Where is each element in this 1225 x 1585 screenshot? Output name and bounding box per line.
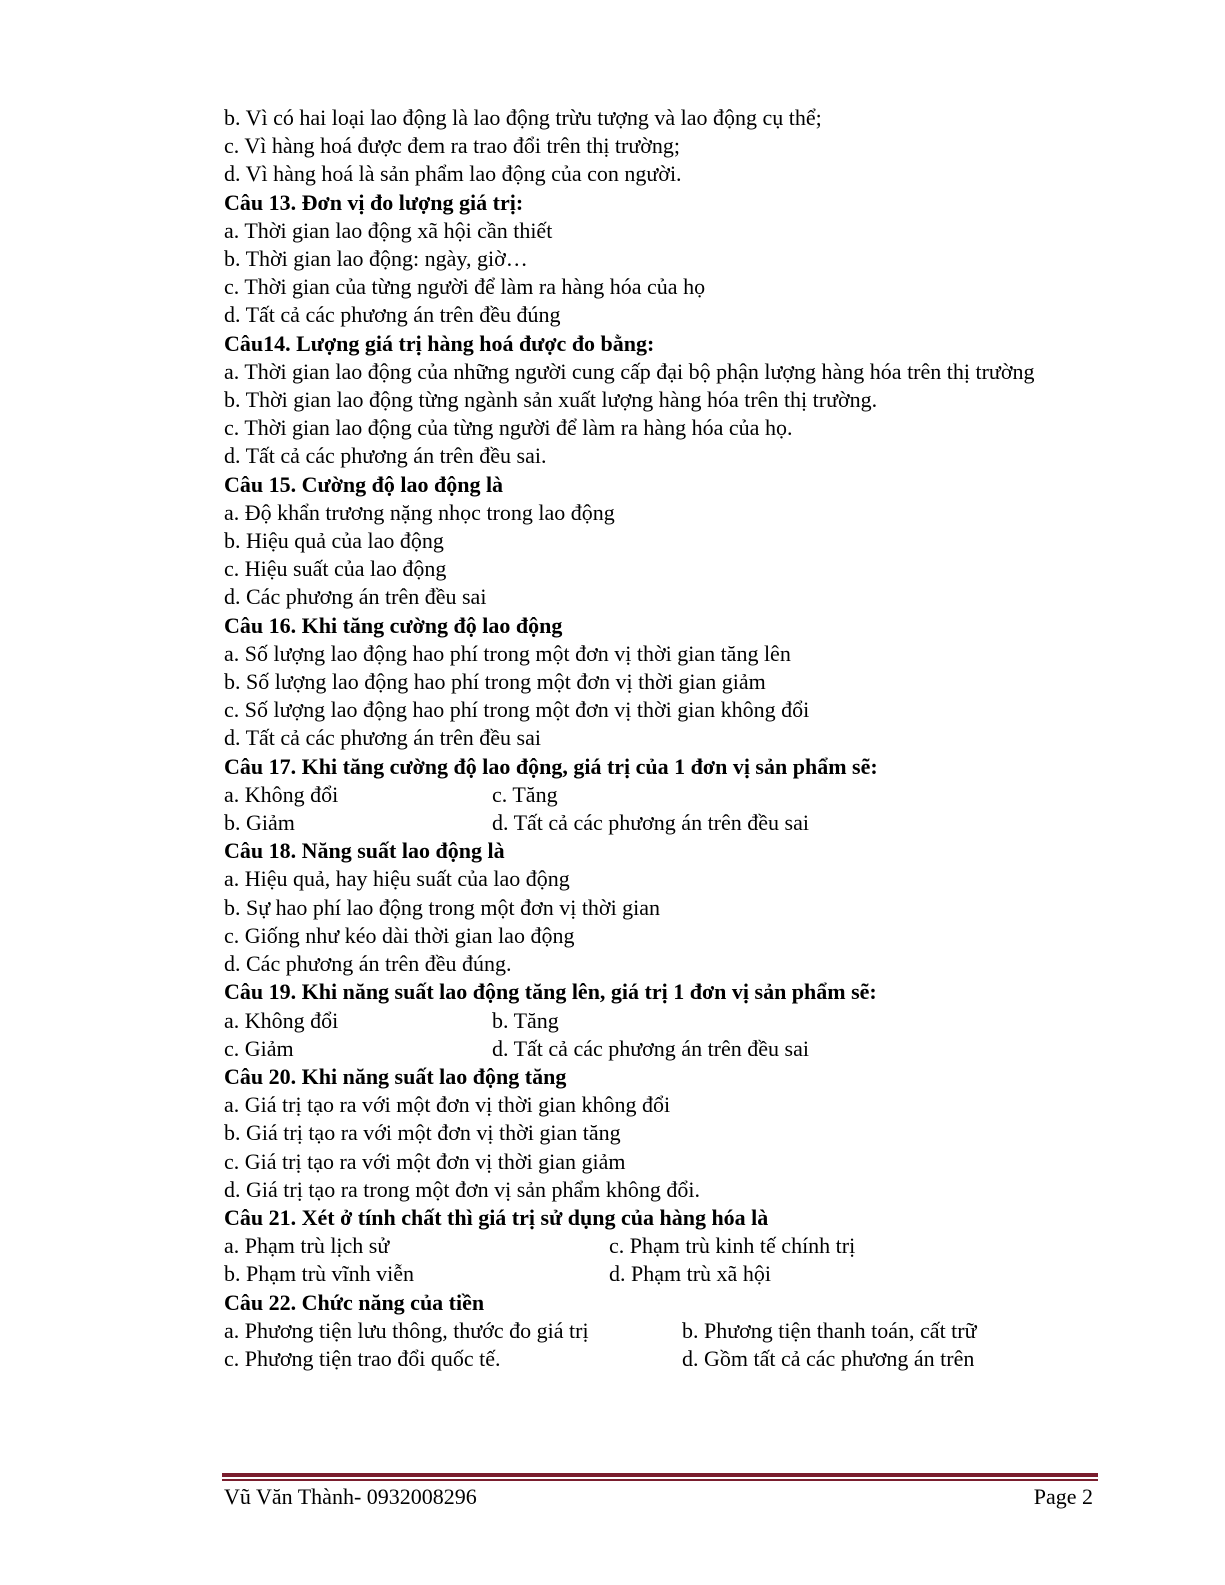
footer-rule-thick [222, 1473, 1098, 1477]
option-d: d. Tất cả các phương án trên đều sai [492, 1035, 809, 1061]
option-b: b. Giảm [224, 810, 295, 836]
option-row [224, 1345, 1144, 1373]
question-title: Câu 13. Đơn vị đo lượng giá trị: [224, 189, 524, 215]
question-15 [224, 471, 1144, 612]
option-c: c. Số lượng lao động hao phí trong một đơn vị thời gian không đổi [224, 697, 810, 723]
option-a: a. Thời gian lao động của những người cung cấp đại bộ phận lượng hàng hóa trên thị trường [224, 358, 1035, 384]
option-b: b. Sự hao phí lao động trong một đơn vị thời gian [224, 894, 661, 920]
option-d: d. Gồm tất cả các phương án trên [682, 1345, 975, 1371]
question-14 [224, 330, 1144, 471]
option-a: a. Phương tiện lưu thông, thước đo giá trị [224, 1317, 589, 1343]
option-c: c. Vì hàng hoá được đem ra trao đổi trên thị trường; [224, 133, 681, 159]
option-c: c. Giống như kéo dài thời gian lao động [224, 922, 575, 948]
question-13 [224, 189, 1144, 330]
question-title: Câu14. Lượng giá trị hàng hoá được đo bằng: [224, 330, 655, 356]
option-d: d. Tất cả các phương án trên đều sai. [224, 443, 547, 469]
page-content [224, 104, 1144, 1373]
option-b: b. Hiệu quả của lao động [224, 528, 444, 554]
option-row [224, 809, 1144, 837]
footer-page-number: Page 2 [1033, 1484, 1093, 1509]
option-a: a. Phạm trù lịch sử [224, 1233, 390, 1259]
option-d: d. Tất cả các phương án trên đều sai [492, 810, 809, 836]
question-title: Câu 18. Năng suất lao động là [224, 838, 505, 864]
question-title: Câu 20. Khi năng suất lao động tăng [224, 1063, 567, 1089]
option-b: b. Thời gian lao động từng ngành sản xuất lượng hàng hóa trên thị trường. [224, 387, 878, 413]
option-b: b. Giá trị tạo ra với một đơn vị thời gian tăng [224, 1120, 621, 1146]
option-d: d. Các phương án trên đều đúng. [224, 951, 512, 977]
option-b: b. Thời gian lao động: ngày, giờ… [224, 246, 528, 272]
option-d: d. Tất cả các phương án trên đều sai [224, 725, 541, 751]
question-title: Câu 19. Khi năng suất lao động tăng lên, giá trị 1 đơn vị sản phẩm sẽ: [224, 979, 877, 1005]
option-c: c. Giảm [224, 1035, 294, 1061]
question-17 [224, 753, 1144, 838]
option-c: c. Hiệu suất của lao động [224, 556, 447, 582]
question-18 [224, 837, 1144, 978]
option-c: c. Thời gian lao động của từng người để làm ra hàng hóa của họ. [224, 415, 793, 441]
footer-rule-thin [222, 1479, 1098, 1481]
option-a: a. Hiệu quả, hay hiệu suất của lao động [224, 866, 570, 892]
option-row [224, 1317, 1144, 1345]
option-row [224, 1035, 1144, 1063]
option-c: c. Tăng [492, 781, 558, 807]
option-row [224, 1007, 1144, 1035]
option-d: d. Giá trị tạo ra trong một đơn vị sản phẩm không đổi. [224, 1176, 701, 1202]
option-c: c. Phương tiện trao đổi quốc tế. [224, 1345, 501, 1371]
option-a: a. Độ khẩn trương nặng nhọc trong lao động [224, 499, 615, 525]
option-a: a. Giá trị tạo ra với một đơn vị thời gian không đổi [224, 1092, 671, 1118]
option-a: a. Không đổi [224, 781, 339, 807]
option-c: c. Phạm trù kinh tế chính trị [609, 1233, 856, 1259]
question-16 [224, 612, 1144, 753]
option-b: b. Tăng [492, 1007, 559, 1033]
question-22 [224, 1289, 1144, 1374]
option-d: d. Phạm trù xã hội [609, 1261, 771, 1287]
question-title: Câu 17. Khi tăng cường độ lao động, giá trị của 1 đơn vị sản phẩm sẽ: [224, 753, 878, 779]
option-b: b. Phạm trù vĩnh viễn [224, 1261, 415, 1287]
question-20 [224, 1063, 1144, 1204]
option-b: b. Phương tiện thanh toán, cất trữ [682, 1317, 977, 1343]
question-19 [224, 978, 1144, 1063]
previous-question-tail [224, 104, 1144, 189]
option-row [224, 1260, 1144, 1288]
question-title: Câu 16. Khi tăng cường độ lao động [224, 612, 563, 638]
question-title: Câu 21. Xét ở tính chất thì giá trị sử dụng của hàng hóa là [224, 1204, 769, 1230]
question-title: Câu 15. Cường độ lao động là [224, 471, 504, 497]
option-d: d. Tất cả các phương án trên đều đúng [224, 302, 561, 328]
option-b: b. Số lượng lao động hao phí trong một đơn vị thời gian giảm [224, 669, 766, 695]
question-title: Câu 22. Chức năng của tiền [224, 1289, 485, 1315]
option-d: d. Vì hàng hoá là sản phẩm lao động của con người. [224, 161, 682, 187]
option-c: c. Thời gian của từng người để làm ra hàng hóa của họ [224, 274, 706, 300]
option-row [224, 1232, 1144, 1260]
option-c: c. Giá trị tạo ra với một đơn vị thời gian giảm [224, 1148, 626, 1174]
footer-author: Vũ Văn Thành- 0932008296 [224, 1484, 477, 1509]
option-b: b. Vì có hai loại lao động là lao động trừu tượng và lao động cụ thể; [224, 105, 822, 130]
question-21 [224, 1204, 1144, 1289]
option-d: d. Các phương án trên đều sai [224, 584, 487, 610]
option-a: a. Không đổi [224, 1007, 339, 1033]
option-a: a. Thời gian lao động xã hội cần thiết [224, 217, 553, 243]
option-a: a. Số lượng lao động hao phí trong một đơn vị thời gian tăng lên [224, 640, 791, 666]
option-row [224, 781, 1144, 809]
